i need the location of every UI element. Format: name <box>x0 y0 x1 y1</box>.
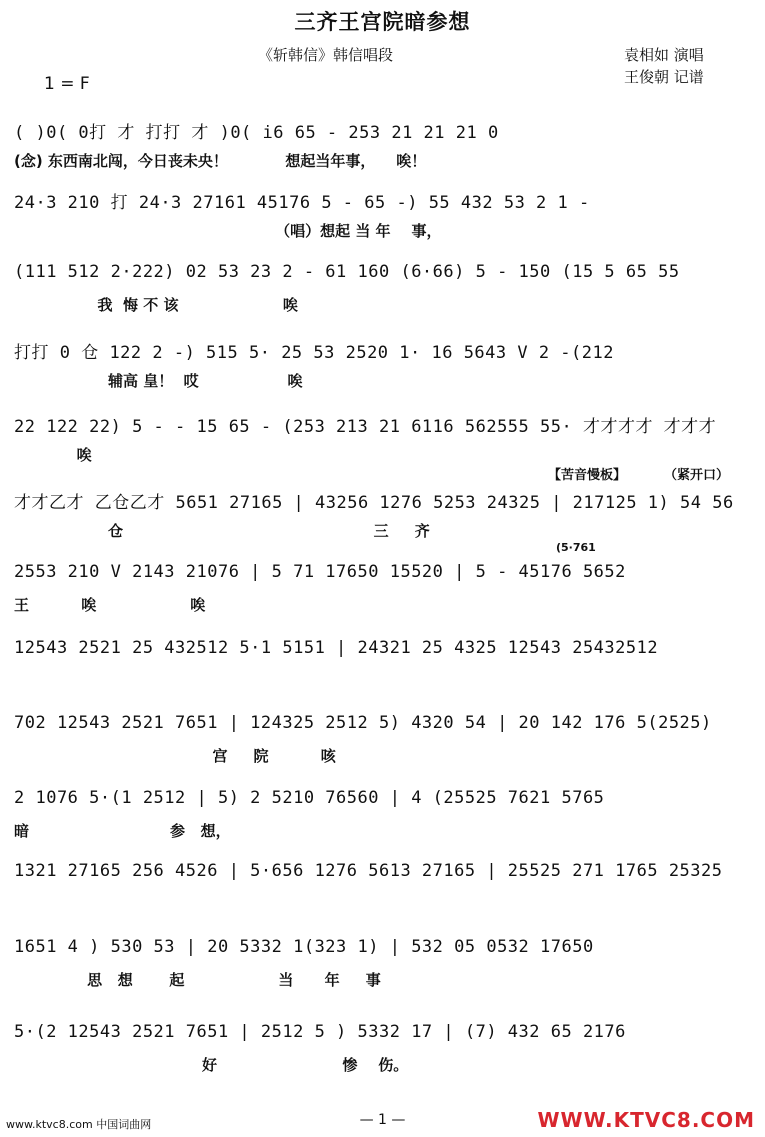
footer-site: www.ktvc8.com 中国词曲网 <box>6 1118 152 1131</box>
notation-line: 打打 0 仓 122 2 -) 515 5· 25 53 2520 1· 16 5643 V 2 -(212 <box>14 343 614 362</box>
notation-line: 22 122 22) 5 - - 15 65 - (253 213 21 6116 562555 55· 才才才才 才才才 <box>14 417 717 436</box>
notation-line: 2553 210 V 2143 21076 | 5 71 17650 15520 | 5 - 45176 5652 <box>14 562 626 582</box>
transcriber-credit: 王俊朝 记谱 <box>624 68 704 86</box>
notation-line: 才才乙才 乙仓乙才 5651 27165 | 43256 1276 5253 24325 | 217125 1) 54 56 <box>14 493 734 512</box>
lyric-line <box>14 893 754 913</box>
lyric-line: 思 想 起 当 年 事 <box>14 971 381 989</box>
lyric-line: 宫 院 咳 <box>14 747 336 765</box>
lyric-line: 暗 参 想， <box>14 822 231 840</box>
lyric-line: 唉 <box>14 446 92 464</box>
notation-line: 5·(2 12543 2521 7651 | 2512 5 ) 5332 17 | (7) 432 65 2176 <box>14 1022 626 1042</box>
lyric-line: 我 悔 不 该 唉 <box>14 296 298 314</box>
page-number: — 1 — <box>359 1112 406 1128</box>
notation-line: 2 1076 5·(1 2512 | 5) 2 5210 76560 | 4 (25525 7621 5765 <box>14 788 605 808</box>
notation-line: ( )0( 0打 才 打打 才 )0( i6 65 - 253 21 21 21 0 <box>14 123 499 142</box>
lyric-line: （唱）想起 当 年 事， <box>14 222 442 240</box>
notation-line: (111 512 2·222) 02 53 23 2 - 61 160 (6·66) 5 - 150 (15 5 65 55 <box>14 262 680 282</box>
lyric-line <box>14 670 754 690</box>
notation-line: 1321 27165 256 4526 | 5·656 1276 5613 27165 | 25525 271 1765 25325 <box>14 861 723 881</box>
lyric-line: 好 惨 伤。 <box>14 1056 409 1074</box>
lyric-line: (念) 东西南北闯，今日丧未央！ 想起当年事， 唉！ <box>14 152 427 170</box>
notation-line: 702 12543 2521 7651 | 124325 2512 5) 4320 54 | 20 142 176 5(2525) <box>14 713 712 733</box>
key-signature: 1 = F <box>44 74 90 94</box>
footer-watermark: WWW.KTVC8.COM <box>537 1108 755 1132</box>
label-kuban: 【苦音慢板】 <box>548 468 627 483</box>
lyric-line: 王 唉 唉 <box>14 596 206 614</box>
label-paren: (5·761 <box>556 541 596 554</box>
singer-credit: 袁相如 演唱 <box>624 46 704 64</box>
notation-line: 1651 4 ) 530 53 | 20 5332 1(323 1) | 532 05 0532 17650 <box>14 937 594 957</box>
lyric-line: 辅高 皇！ 哎 唉 <box>14 372 303 390</box>
subtitle: 《斩韩信》韩信唱段 <box>258 46 394 64</box>
notation-line: 24·3 210 打 24·3 27161 45176 5 - 65 -) 55 432 53 2 1 - <box>14 193 590 212</box>
label-jinkai: （紧开口） <box>664 468 730 483</box>
lyric-line: 仓 三 齐 <box>14 522 430 540</box>
page-title: 三齐王宫院暗参想 <box>294 9 471 34</box>
notation-line: 12543 2521 25 432512 5·1 5151 | 24321 25 4325 12543 25432512 <box>14 638 659 658</box>
